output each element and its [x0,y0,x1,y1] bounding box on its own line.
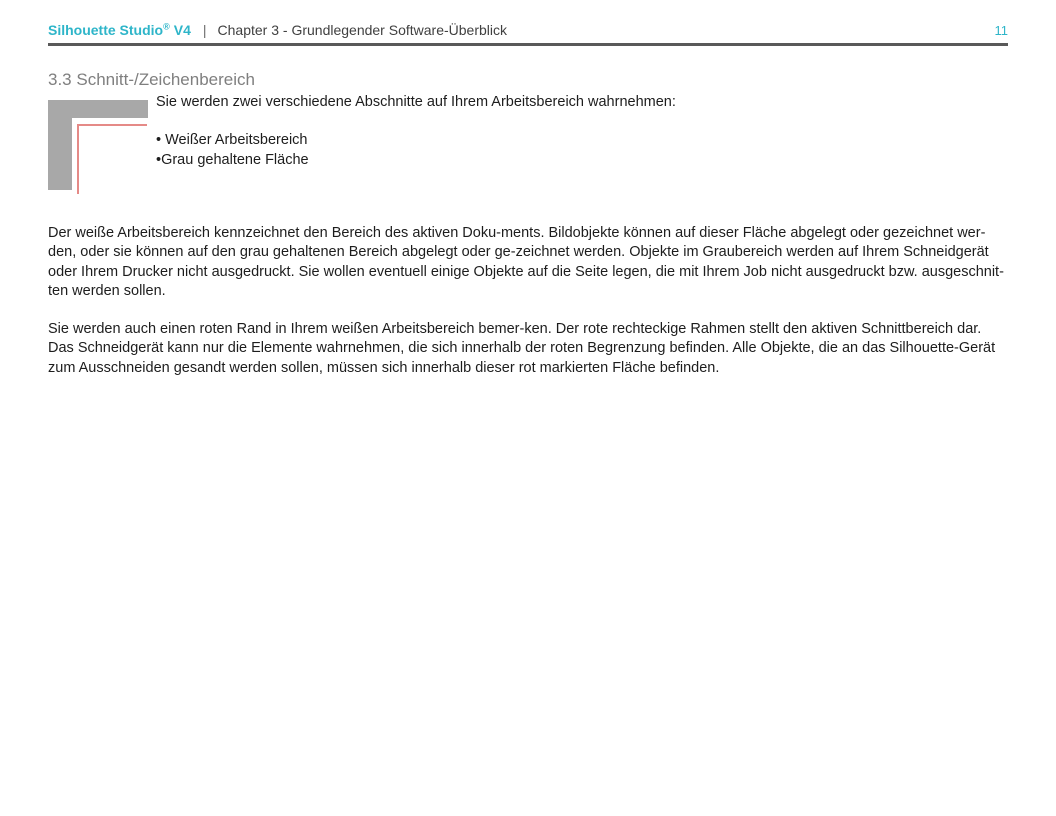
figure-gray-left-band [48,100,72,190]
bullet-list [156,131,676,170]
manual-page [0,22,1056,816]
page-number: 11 [994,23,1008,38]
section-heading: 3.3 Schnitt-/Zeichenbereich [48,70,255,89]
figure-row [48,94,1008,194]
header-separator: | [202,22,207,38]
intro-text: Sie werden zwei verschiedene Abschnitte auf Ihrem Arbeitsbereich wahrnehmen: [156,94,676,110]
paragraph-red-border: Sie werden auch einen roten Rand in Ihrem weißen Arbeitsbereich bemer-ken. Der rote rechteckige Rahmen stellt den aktiven Schnittbereich dar. Das Schneidgerät kann nur die Elemente wahrnehmen, die sich innerhalb der roten Begrenzung befinden. Alle Objekte, die an das Silhouette-Gerät zum Ausschneiden gesandt werden sollen, müssen sich innerhalb dieser rot markierten Fläche befinden. [48,321,996,376]
bullet-item-white-area: • Weißer Arbeitsbereich [156,132,308,149]
brand-name: Silhouette Studio [48,22,164,38]
brand-version: V4 [173,22,191,38]
brand-title [48,22,191,38]
intro-column [148,93,676,170]
page-header [48,22,1008,46]
paragraph-white-workspace: Der weiße Arbeitsbereich kennzeichnet den Bereich des aktiven Doku-ments. Bildobjekte können auf dieser Fläche abgelegt oder gezeichnet wer-den, oder sie können auf den grau gehaltenen Bereich abgelegt oder ge-zeichnet werden. Objekte im Graubereich werden auf Ihrem Schneidgerät oder Ihrem Drucker nicht ausgedruckt. Sie wollen eventuell einige Objekte auf die Seite legen, die mit Ihrem Job nicht ausgedruckt bzw. ausgeschnit-ten werden sollen. [48,225,1004,299]
bullet-item-gray-area: •Grau gehaltene Fläche [156,151,309,168]
chapter-title: Chapter 3 - Grundlegender Software-Überblick [217,22,507,38]
workspace-corner-figure [48,100,148,194]
figure-red-cut-border [77,124,147,194]
registered-trademark-symbol: ® [163,21,170,32]
